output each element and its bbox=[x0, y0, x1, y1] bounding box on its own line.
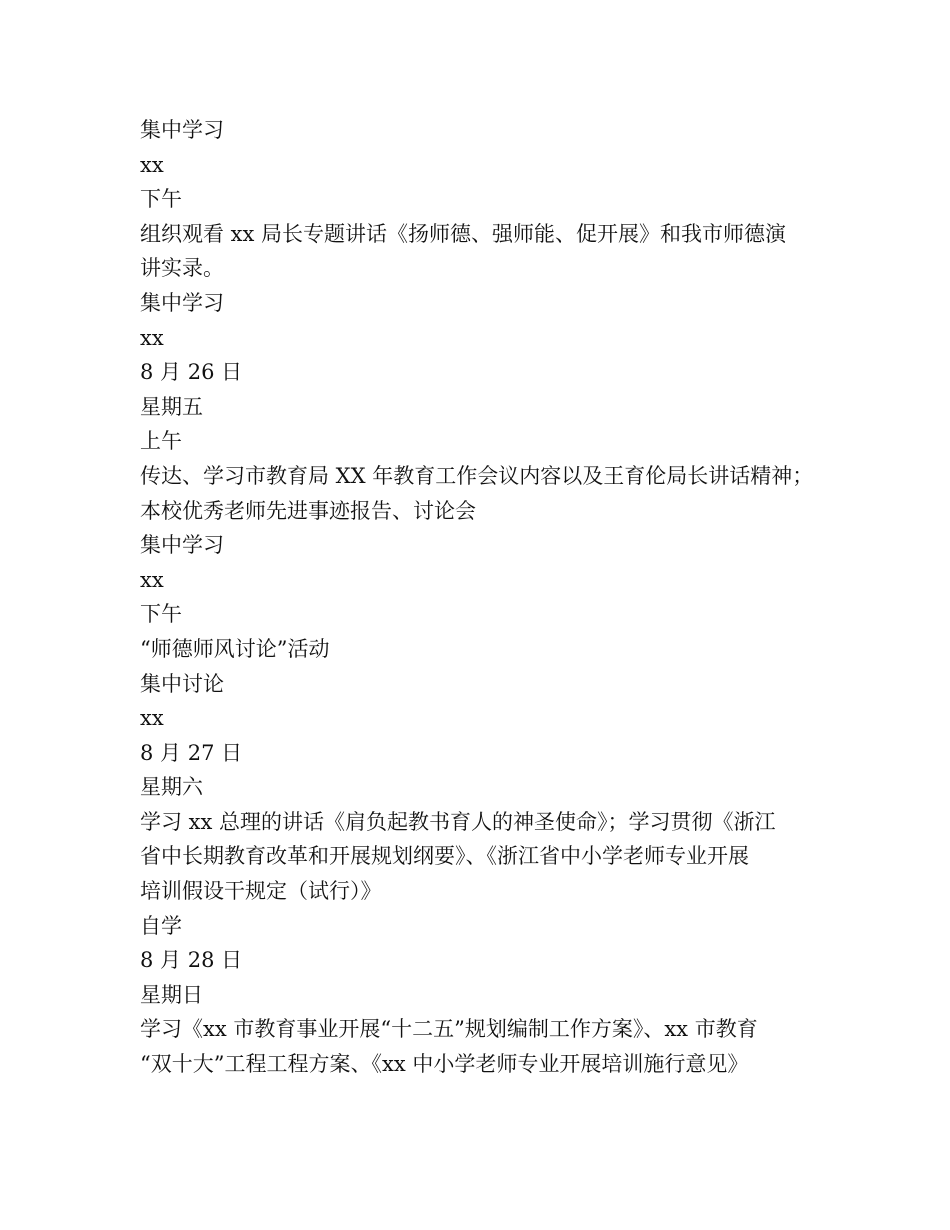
schedule-line: 省中长期教育改革和开展规划纲要》、《浙江省中小学老师专业开展 bbox=[140, 844, 749, 869]
schedule-line: 学习 xx 总理的讲话《肩负起教书育人的神圣使命》；学习贯彻《浙江 bbox=[140, 809, 776, 834]
schedule-line: 8 月 28 日 bbox=[140, 948, 243, 973]
schedule-line: 星期六 bbox=[140, 775, 203, 800]
schedule-line: xx bbox=[140, 152, 164, 177]
schedule-line: 本校优秀老师先进事迹报告、讨论会 bbox=[140, 498, 476, 523]
schedule-line: “双十大”工程工程方案、《xx 中小学老师专业开展培训施行意见》 bbox=[140, 1052, 749, 1077]
schedule-line: 集中学习 bbox=[140, 290, 224, 315]
schedule-line: 8 月 27 日 bbox=[140, 740, 243, 765]
schedule-line: 集中学习 bbox=[140, 533, 224, 558]
schedule-line: xx bbox=[140, 567, 164, 592]
schedule-line: 星期五 bbox=[140, 394, 203, 419]
schedule-line: 组织观看 xx 局长专题讲话《扬师德、强师能、促开展》和我市师德演 bbox=[140, 221, 787, 246]
schedule-line: 集中讨论 bbox=[140, 671, 224, 696]
schedule-line: 自学 bbox=[140, 913, 182, 938]
schedule-line: 讲实录。 bbox=[140, 256, 224, 281]
schedule-line: 集中学习 bbox=[140, 118, 224, 142]
schedule-line: 8 月 26 日 bbox=[140, 360, 243, 385]
schedule-line: 培训假设干规定（试行）》 bbox=[140, 879, 382, 904]
schedule-line: xx bbox=[140, 325, 164, 350]
schedule-line: 学习《xx 市教育事业开展“十二五”规划编制工作方案》、xx 市教育 bbox=[140, 1017, 758, 1042]
schedule-line: 上午 bbox=[140, 429, 182, 454]
schedule-line: 传达、学习市教育局 XX 年教育工作会议内容以及王育伦局长讲话精神； bbox=[140, 463, 814, 488]
schedule-line: 下午 bbox=[140, 187, 182, 212]
schedule-line: xx bbox=[140, 706, 164, 731]
schedule-line: 星期日 bbox=[140, 982, 203, 1007]
document-body bbox=[140, 113, 820, 1082]
schedule-line: 下午 bbox=[140, 602, 182, 627]
schedule-line: “师德师风讨论”活动 bbox=[140, 636, 330, 661]
